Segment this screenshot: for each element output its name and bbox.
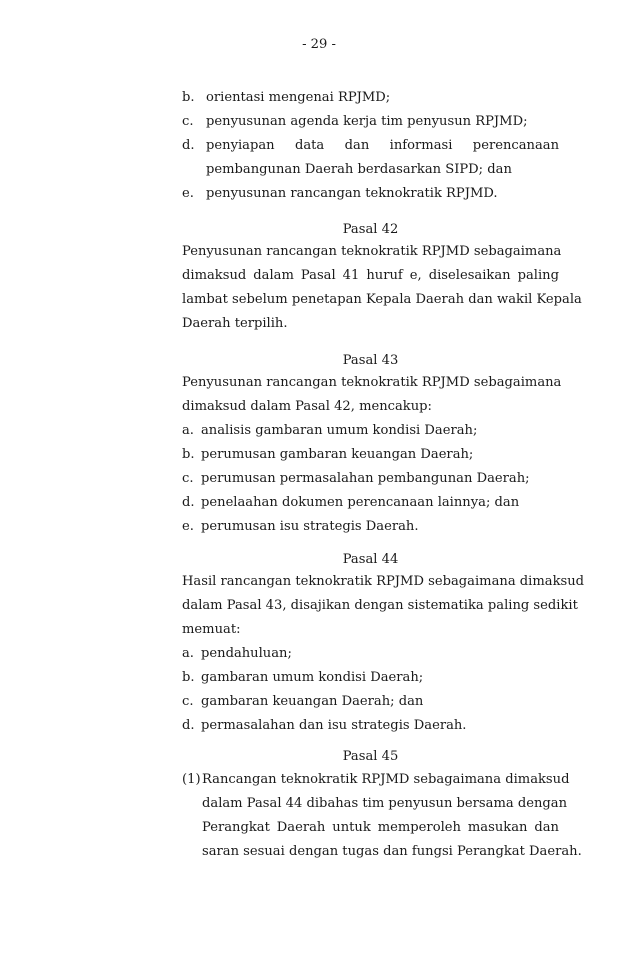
list-item (182, 515, 559, 539)
list-item (182, 467, 559, 491)
numbered-item-line: saran sesuai dengan tugas dan fungsi Perangkat Daerah. (202, 844, 582, 859)
list-item-text: analisis gambaran umum kondisi Daerah; (201, 423, 478, 438)
article-heading: Pasal 42 (342, 222, 399, 237)
list-item (182, 86, 559, 110)
list-item-text: orientasi mengenai RPJMD; (206, 90, 391, 105)
numbered-item-line: Rancangan teknokratik RPJMD sebagaimana dimaksud (202, 772, 570, 787)
list-item-label: b. (182, 670, 195, 685)
numbered-item-line: dalam Pasal 44 dibahas tim penyusun bersama dengan (202, 796, 568, 811)
list-item-text: gambaran umum kondisi Daerah; (201, 670, 424, 685)
list-item-text: gambaran keuangan Daerah; dan (201, 694, 424, 709)
list-item-label: c. (182, 694, 194, 709)
list-item-text: permasalahan dan isu strategis Daerah. (201, 718, 467, 733)
list-item-text: perumusan isu strategis Daerah. (201, 519, 419, 534)
list-item-text: penyiapan data dan informasi perencanaan (206, 138, 559, 153)
list-item (182, 419, 559, 443)
list-item (182, 491, 559, 515)
numbered-item-line: Perangkat Daerah untuk memperoleh masukan dan (202, 820, 559, 835)
list-item (182, 642, 559, 666)
list-item-label: e. (182, 519, 194, 534)
list-item-label: e. (182, 186, 194, 201)
paragraph-line: memuat: (182, 622, 241, 637)
list-item-label: a. (182, 646, 194, 661)
list-item-text: penyusunan agenda kerja tim penyusun RPJMD; (206, 114, 528, 129)
list-item-label: b. (182, 447, 195, 462)
list-item-label: c. (182, 114, 194, 129)
page-number: - 29 - (302, 37, 336, 52)
paragraph-line: dimaksud dalam Pasal 42, mencakup: (182, 399, 432, 414)
paragraph-line: dimaksud dalam Pasal 41 huruf e, diselesaikan paling (182, 268, 559, 283)
list-item-continuation (182, 158, 559, 182)
list-item (182, 182, 559, 206)
list-item-label: c. (182, 471, 194, 486)
numbered-item-label: (1) (182, 772, 201, 787)
paragraph-line: Daerah terpilih. (182, 316, 288, 331)
list-item (182, 134, 559, 158)
article-heading: Pasal 45 (342, 749, 399, 764)
list-item-label: d. (182, 495, 195, 510)
paragraph-line: dalam Pasal 43, disajikan dengan sistematika paling sedikit (182, 598, 578, 613)
list-item-label: a. (182, 423, 194, 438)
list-item (182, 110, 559, 134)
list-item-text: perumusan permasalahan pembangunan Daerah; (201, 471, 530, 486)
list-item (182, 714, 559, 738)
paragraph-line: Hasil rancangan teknokratik RPJMD sebagaimana dimaksud (182, 574, 585, 589)
list-item (182, 666, 559, 690)
paragraph-line: Penyusunan rancangan teknokratik RPJMD sebagaimana (182, 244, 562, 259)
list-item-label: d. (182, 138, 195, 153)
list-item-label: d. (182, 718, 195, 733)
list-item-label: b. (182, 90, 195, 105)
paragraph-line: lambat sebelum penetapan Kepala Daerah dan wakil Kepala (182, 292, 582, 307)
list-item-text: penyusunan rancangan teknokratik RPJMD. (206, 186, 498, 201)
list-item-text: penelaahan dokumen perencanaan lainnya; dan (201, 495, 520, 510)
article-heading: Pasal 44 (342, 552, 399, 567)
paragraph-line: Penyusunan rancangan teknokratik RPJMD sebagaimana (182, 375, 562, 390)
article-heading: Pasal 43 (342, 353, 399, 368)
list-item (182, 443, 559, 467)
list-item (182, 690, 559, 714)
list-item-text: perumusan gambaran keuangan Daerah; (201, 447, 474, 462)
list-item-text: pendahuluan; (201, 646, 292, 661)
list-item-text: pembangunan Daerah berdasarkan SIPD; dan (206, 162, 512, 177)
